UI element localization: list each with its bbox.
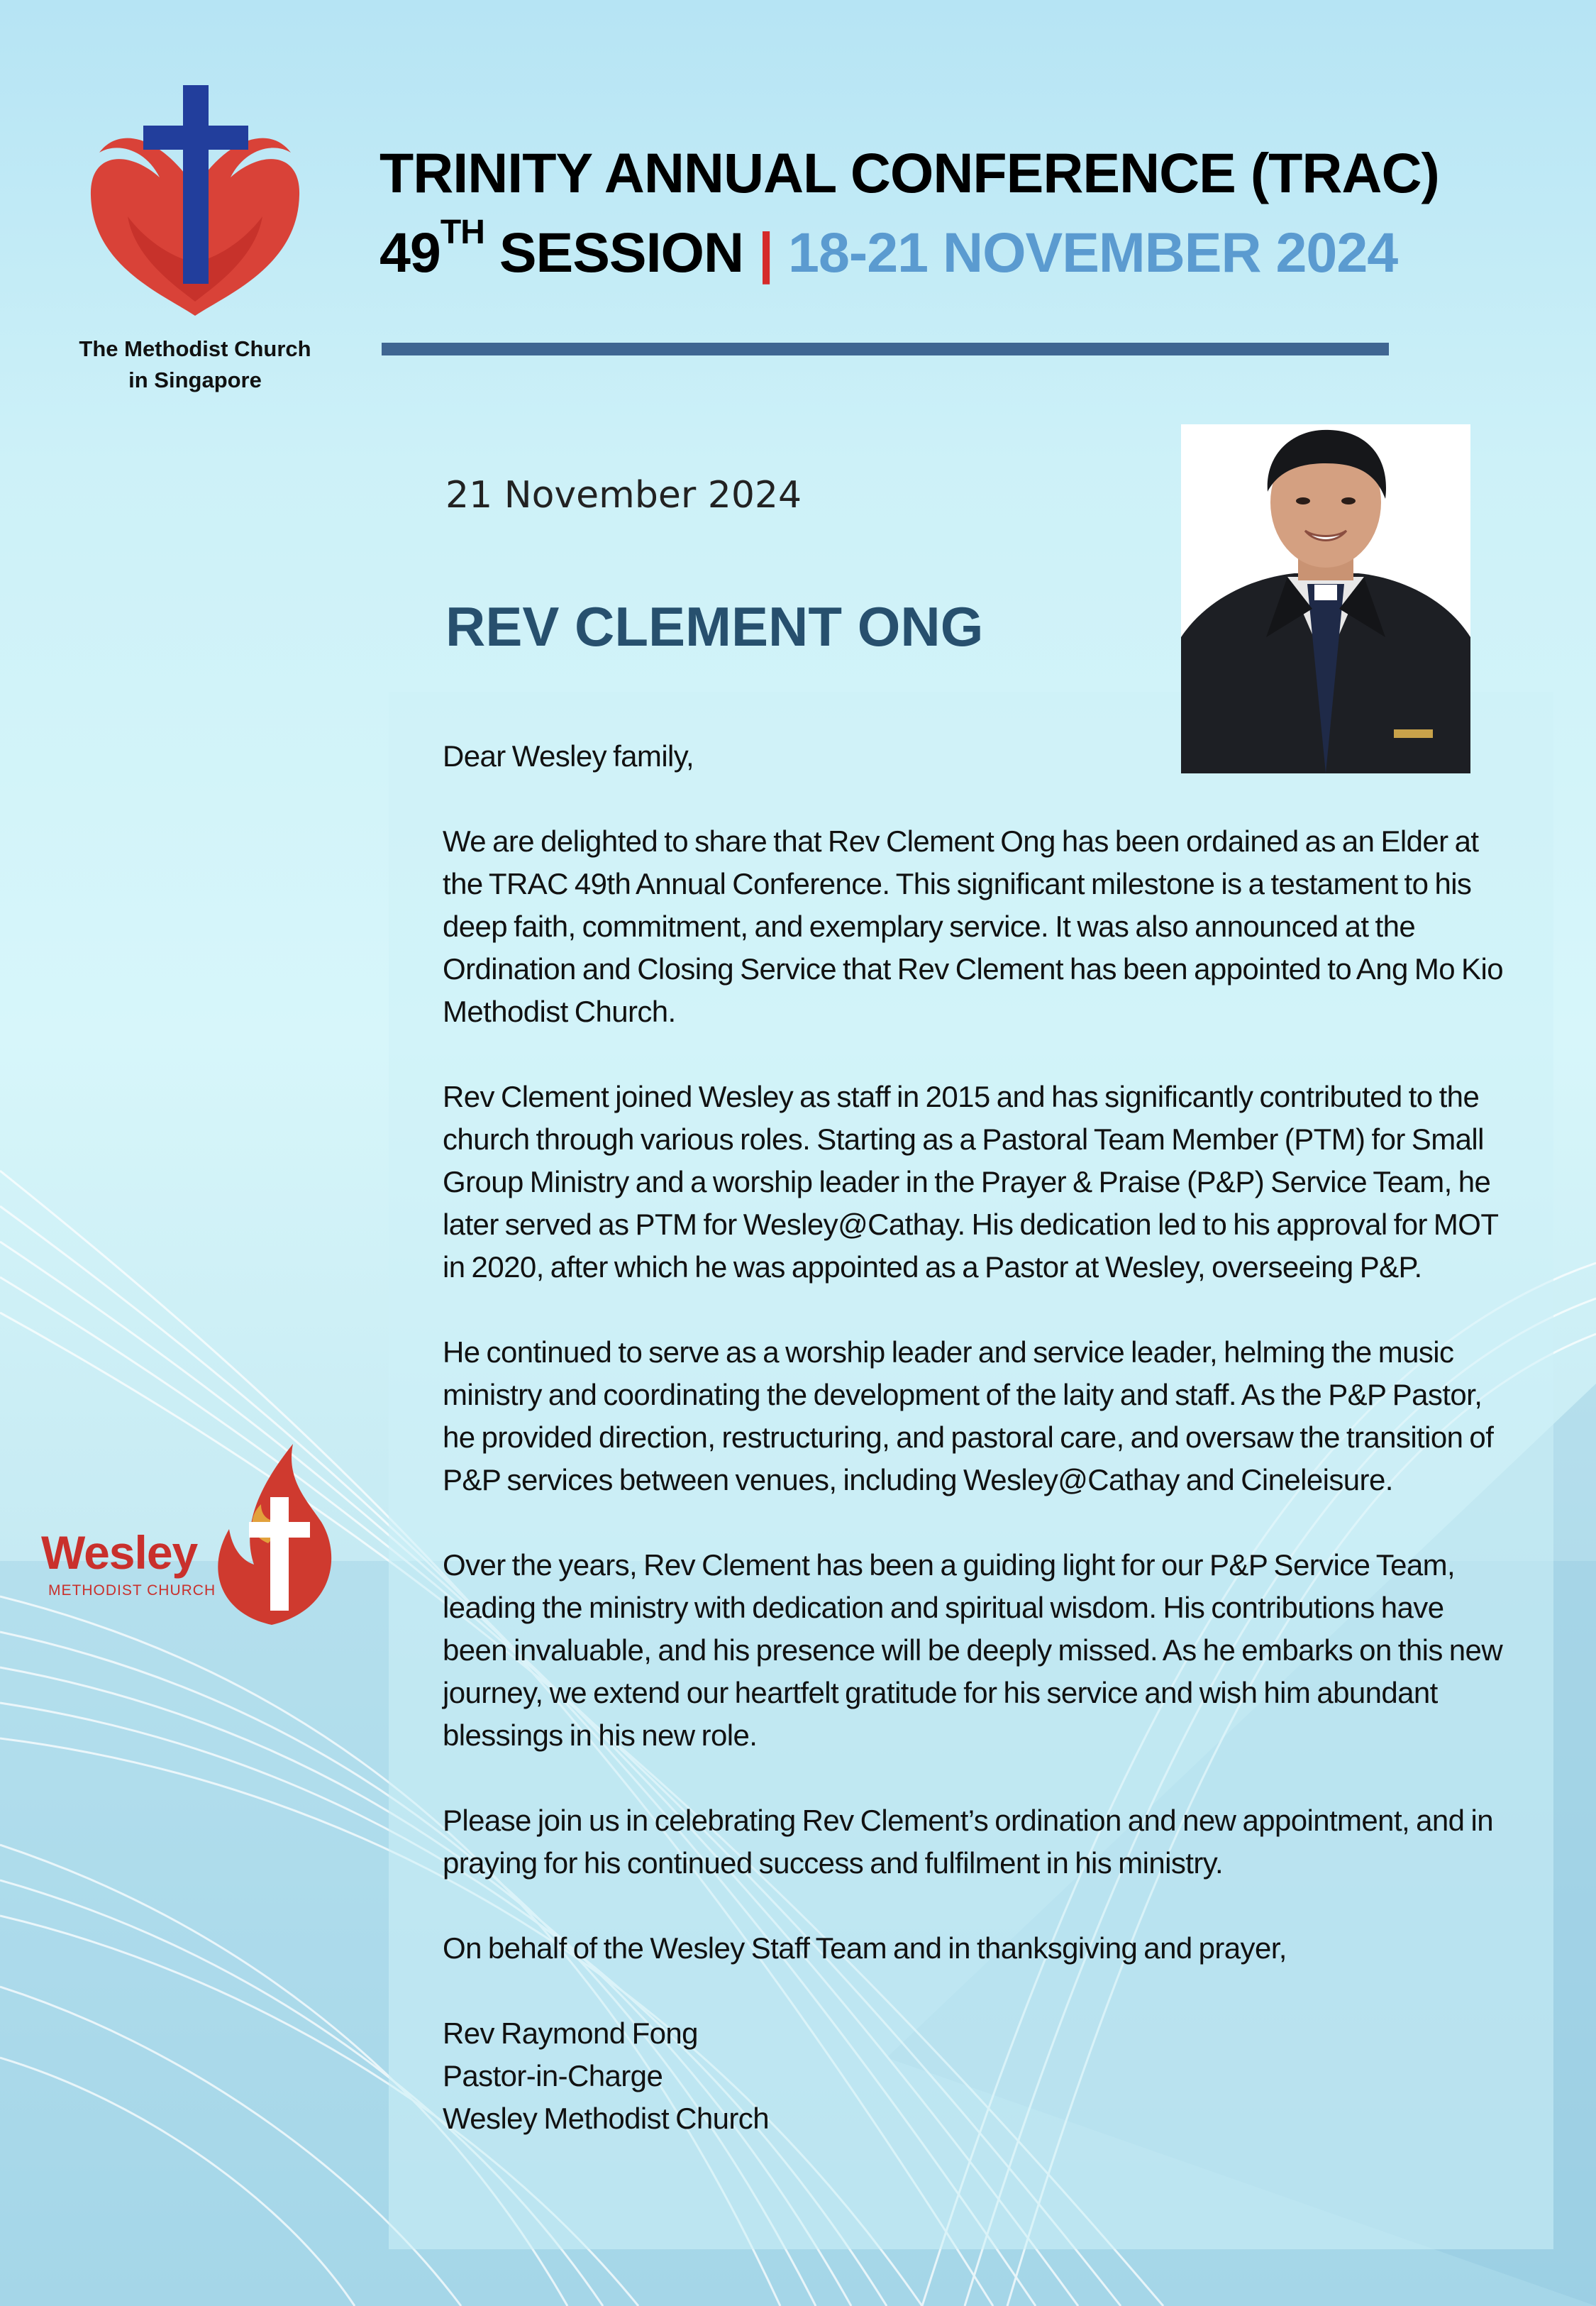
- methodist-church-logo: [78, 82, 312, 394]
- session-suffix: TH: [440, 214, 484, 251]
- session-dates: 18-21 NOVEMBER 2024: [788, 221, 1398, 284]
- wesley-logo: [41, 1437, 353, 1628]
- letter-body: [443, 735, 1507, 2140]
- signature-name: Rev Raymond Fong: [443, 2017, 698, 2050]
- session-word: SESSION: [499, 221, 744, 284]
- salutation: Dear Wesley family,: [443, 739, 694, 773]
- session-separator: |: [758, 221, 774, 284]
- paragraph-1: We are delighted to share that Rev Clement Ong has been ordained as an Elder at the TRAC 49th Annual Conference. This significant milestone is a testament to his deep faith, commitment, and exemplary service. It was also announced at the Ordination and Closing Service that Rev Clement has been appointed to Ang Mo Kio Methodist Church.: [443, 824, 1503, 1028]
- signature-title: Pastor-in-Charge: [443, 2059, 663, 2092]
- portrait-photo: [1181, 424, 1470, 773]
- letter-date: 21 November 2024: [445, 474, 802, 517]
- paragraph-3: He continued to serve as a worship leader and service leader, helming the music ministry and coordinating the development of the laity and staff. As the P&P Pastor, he provided direction, restructuring, and pastoral care, and oversaw the transition of P&P services between venues, including Wesley@Cathay and Cineleisure.: [443, 1335, 1494, 1496]
- methodist-cross-flame-logo-icon: [78, 82, 312, 330]
- portrait-image: [1181, 424, 1470, 773]
- wesley-subtitle: METHODIST CHURCH: [48, 1582, 216, 1599]
- signature-church: Wesley Methodist Church: [443, 2102, 769, 2135]
- wesley-flame-cross-icon: [201, 1437, 343, 1628]
- honoree-name: REV CLEMENT ONG: [445, 595, 984, 658]
- session-number: 49: [379, 221, 440, 284]
- conference-title: TRINITY ANNUAL CONFERENCE (TRAC): [379, 141, 1439, 204]
- paragraph-5: Please join us in celebrating Rev Clement’s ordination and new appointment, and in praying for his continued success and fulfilment in his ministry.: [443, 1804, 1493, 1880]
- session-line: [379, 214, 1398, 285]
- logo-caption-line2: in Singapore: [128, 368, 262, 392]
- logo-caption: [78, 333, 312, 396]
- logo-caption-line1: The Methodist Church: [79, 336, 311, 361]
- closing-line: On behalf of the Wesley Staff Team and in thanksgiving and prayer,: [443, 1931, 1287, 1965]
- wesley-wordmark: Wesley: [41, 1526, 198, 1579]
- paragraph-2: Rev Clement joined Wesley as staff in 2015 and has significantly contributed to the church through various roles. Starting as a Pastoral Team Member (PTM) for Small Group Ministry and a worship leader in the Prayer & Praise (P&P) Service Team, he later served as PTM for Wesley@Cathay. His dedication led to his approval for MOT in 2020, after which he was appointed as a Pastor at Wesley, overseeing P&P.: [443, 1080, 1498, 1284]
- paragraph-4: Over the years, Rev Clement has been a guiding light for our P&P Service Team, leading the ministry with dedication and spiritual wisdom. His contributions have been invaluable, and his presence will be deeply missed. As he embarks on this new journey, we extend our heartfelt gratitude for his service and wish him abundant blessings in his new role.: [443, 1548, 1503, 1752]
- header-divider: [382, 343, 1389, 355]
